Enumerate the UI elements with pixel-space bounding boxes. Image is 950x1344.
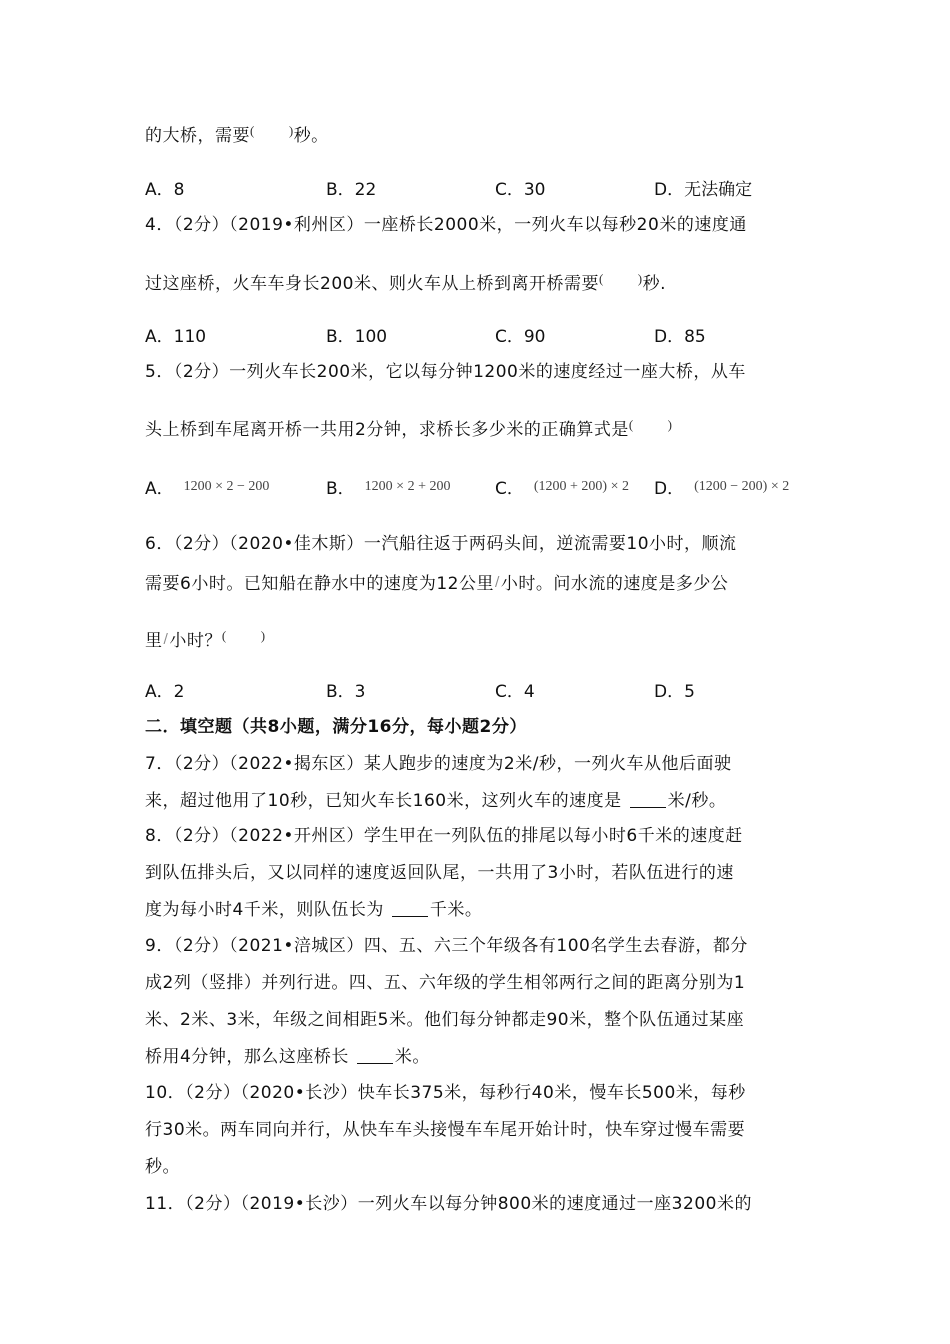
q5-option-c-expr: (1200 + 200) × 2 — [533, 479, 629, 494]
q5-option-a-label: A． — [145, 479, 174, 499]
q4-option-a: A．110 — [145, 327, 207, 347]
q6-option-a: A．2 — [145, 682, 185, 702]
q10-line-3: 秒。 — [145, 1157, 180, 1177]
q9-line-1: 9．（2分）（2021•涪城区）四、五、六三个年级各有100名学生去春游，都分 — [145, 936, 748, 956]
q7-line-1: 7．（2分）（2022•揭东区）某人跑步的速度为2米/秒，一列火车从他后面驶 — [145, 754, 732, 774]
section-2-heading: 二．填空题（共8小题，满分16分，每小题2分） — [145, 717, 527, 737]
q3-option-d: D．无法确定 — [654, 180, 753, 200]
q4-answer-close: ) — [637, 271, 643, 286]
q4-unit: 秒. — [642, 274, 667, 294]
q7-line-2b: 米/秒。 — [667, 791, 727, 811]
q5-option-d — [654, 476, 789, 500]
q9-line-4b: 米。 — [394, 1047, 430, 1067]
q4-option-c: C．90 — [495, 327, 546, 347]
q6-separator-1: / — [494, 575, 500, 590]
q10-line-2: 行30米。两车同向并行，从快车车头接慢车车尾开始计时，快车穿过慢车需要 — [145, 1120, 746, 1140]
q7-line-2 — [145, 790, 726, 812]
q8-line-2: 到队伍排头后，又以同样的速度返回队尾，一共用了3小时，若队伍进行的速 — [145, 863, 734, 883]
q9-line-4 — [145, 1046, 430, 1068]
q5-answer-open: ( — [628, 417, 634, 432]
q9-line-3: 米、2米、3米，年级之间相距5米。他们每分钟都走90米，整个队伍通过某座 — [145, 1010, 745, 1030]
q8-line-1: 8．（2分）（2022•开州区）学生甲在一列队伍的排尾以每小时6千米的速度赶 — [145, 826, 743, 846]
q4-answer-open: ( — [598, 271, 604, 286]
q5-option-b-expr: 1200 × 2 + 200 — [364, 479, 451, 494]
q4-line-2 — [145, 268, 666, 295]
q5-line-2-text: 头上桥到车尾离开桥一共用2分钟，求桥长多少米的正确算式是 — [145, 420, 629, 440]
q6-line-2 — [145, 572, 728, 595]
q5-option-b — [326, 476, 450, 500]
q6-line-1: 6．（2分）（2020•佳木斯）一汽船往返于两码头间，逆流需要10小时，顺流 — [145, 534, 737, 554]
q3-unit: 秒。 — [293, 126, 329, 146]
q7-answer-blank[interactable] — [630, 791, 666, 808]
q6-separator-2: / — [163, 632, 169, 647]
q3-answer-open: ( — [250, 123, 255, 138]
q11-line-1: 11．（2分）（2019•长沙）一列火车以每分钟800米的速度通过一座3200米的 — [145, 1194, 752, 1214]
q5-option-d-expr: (1200 − 200) × 2 — [694, 479, 790, 494]
q5-answer-close: ) — [667, 417, 673, 432]
q5-option-a — [145, 476, 269, 500]
q6-answer-close: ) — [260, 628, 266, 643]
q6-line-3a: 里 — [145, 631, 163, 651]
q3-option-c: C．30 — [495, 180, 546, 200]
q6-line-3b: 小时？ — [169, 631, 222, 651]
q4-option-d: D．85 — [654, 327, 706, 347]
q4-option-b: B．100 — [326, 327, 388, 347]
q4-line-2-text: 过这座桥，火车车身长200米、则火车从上桥到离开桥需要 — [145, 274, 599, 294]
q3-option-a: A．8 — [145, 180, 185, 200]
q9-line-4a: 桥用4分钟，那么这座桥长 — [145, 1047, 349, 1067]
q4-line-1: 4．（2分）（2019•利州区）一座桥长2000米，一列火车以每秒20米的速度通 — [145, 215, 747, 235]
q5-option-a-expr: 1200 × 2 − 200 — [183, 479, 270, 494]
q6-option-c: C．4 — [495, 682, 535, 702]
q5-option-d-label: D． — [654, 479, 685, 499]
q6-line-2a: 需要6小时。已知船在静水中的速度为12公里 — [145, 574, 494, 594]
q5-option-c — [495, 476, 629, 500]
q9-line-2: 成2列（竖排）并列行进。四、五、六年级的学生相邻两行之间的距离分别为1 — [145, 973, 746, 993]
q8-line-3b: 千米。 — [429, 900, 483, 920]
q5-option-c-label: C． — [495, 479, 524, 499]
q3-answer-close: ) — [288, 123, 294, 138]
q6-line-3 — [145, 625, 266, 652]
q8-line-3 — [145, 899, 482, 921]
q10-line-1: 10．（2分）（2020•长沙）快车长375米，每秒行40米，慢车长500米，每秒 — [145, 1083, 746, 1103]
q5-line-1: 5．（2分）一列火车长200米，它以每分钟1200米的速度经过一座大桥，从车 — [145, 362, 746, 382]
q8-line-3a: 度为每小时4千米，则队伍长为 — [145, 900, 384, 920]
q6-option-b: B．3 — [326, 682, 366, 702]
q5-line-2 — [145, 414, 673, 441]
q6-answer-open: ( — [221, 628, 227, 643]
q8-answer-blank[interactable] — [392, 900, 428, 917]
q3-tail-line — [145, 120, 329, 147]
q3-tail-text: 的大桥，需要 — [145, 126, 250, 146]
q6-option-d: D．5 — [654, 682, 695, 702]
q3-option-b: B．22 — [326, 180, 377, 200]
q7-line-2a: 来，超过他用了10秒，已知火车长160米，这列火车的速度是 — [145, 791, 622, 811]
q9-answer-blank[interactable] — [357, 1047, 393, 1064]
q6-line-2b: 小时。问水流的速度是多少公 — [500, 574, 729, 594]
q5-option-b-label: B． — [326, 479, 355, 499]
